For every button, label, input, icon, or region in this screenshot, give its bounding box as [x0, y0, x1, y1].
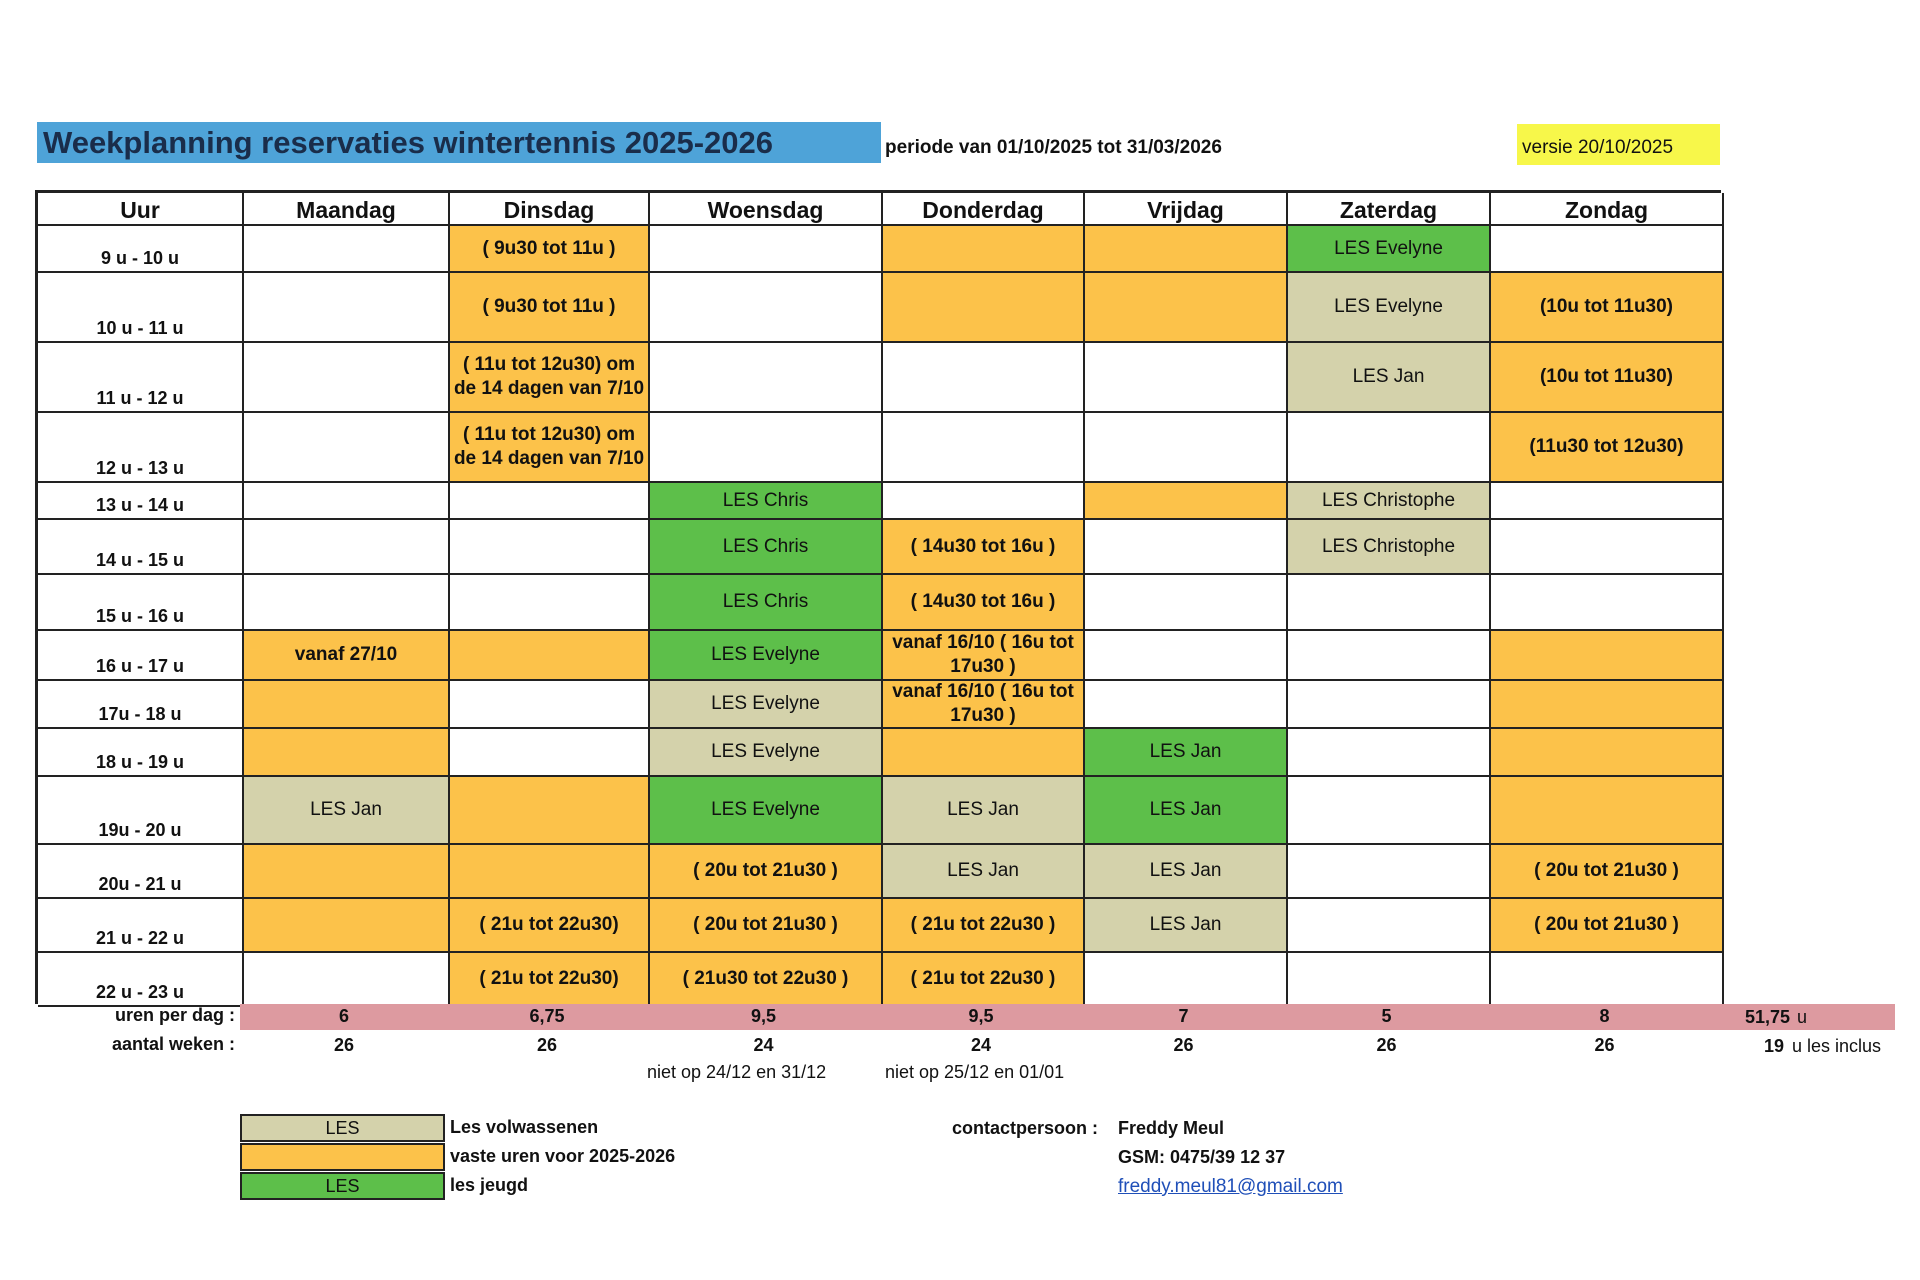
schedule-cell — [1491, 483, 1724, 520]
schedule-cell — [1085, 413, 1288, 483]
legend-swatch — [240, 1143, 445, 1171]
schedule-cell — [883, 729, 1085, 777]
hours-total: 51,75 — [1744, 1007, 1790, 1027]
schedule-cell — [650, 413, 883, 483]
weeks-value: 26 — [1376, 1035, 1397, 1055]
schedule-cell — [450, 483, 650, 520]
schedule-cell — [1491, 226, 1724, 273]
schedule-cell — [883, 413, 1085, 483]
weeks-value: 26 — [536, 1035, 558, 1055]
hours-per-day-value: 9,5 — [750, 1006, 777, 1026]
schedule-cell: LES Evelyne — [1288, 226, 1491, 273]
weeks-label: aantal weken : — [111, 1034, 235, 1054]
hours-per-day-label: uren per dag : — [114, 1005, 235, 1025]
schedule-cell — [244, 520, 450, 575]
schedule-cell: LES Jan — [1085, 899, 1288, 953]
contact-name: Freddy Meul — [1118, 1118, 1225, 1138]
schedule-cell — [450, 520, 650, 575]
schedule-cell: LES Jan — [1085, 845, 1288, 899]
note-wednesday: niet op 24/12 en 31/12 — [647, 1062, 827, 1082]
schedule-table — [35, 190, 1721, 1004]
hour-label: 21 u - 22 u — [38, 899, 244, 953]
schedule-cell: ( 21u tot 22u30 ) — [883, 953, 1085, 1007]
schedule-cell — [450, 575, 650, 631]
column-header: Zondag — [1491, 193, 1724, 226]
hour-label: 18 u - 19 u — [38, 729, 244, 777]
schedule-cell — [883, 273, 1085, 343]
schedule-cell — [883, 226, 1085, 273]
schedule-cell — [244, 343, 450, 413]
schedule-cell — [1288, 413, 1491, 483]
schedule-cell: LES Jan — [883, 777, 1085, 845]
schedule-cell — [1085, 631, 1288, 681]
schedule-cell: ( 14u30 tot 16u ) — [883, 575, 1085, 631]
schedule-cell: ( 9u30 tot 11u ) — [450, 273, 650, 343]
schedule-cell: LES Jan — [1288, 343, 1491, 413]
hour-label: 11 u - 12 u — [38, 343, 244, 413]
weeks-value: 24 — [970, 1035, 992, 1055]
hour-label: 20u - 21 u — [38, 845, 244, 899]
legend-label: Les volwassenen — [450, 1117, 599, 1137]
hours-per-day-value: 6,75 — [529, 1006, 565, 1026]
schedule-cell — [1085, 273, 1288, 343]
hour-label: 16 u - 17 u — [38, 631, 244, 681]
column-header: Zaterdag — [1288, 193, 1491, 226]
hours-per-day-value: 7 — [1178, 1006, 1189, 1026]
schedule-cell: LES Evelyne — [650, 631, 883, 681]
schedule-cell — [1491, 777, 1724, 845]
schedule-cell — [883, 483, 1085, 520]
schedule-cell — [1491, 631, 1724, 681]
schedule-cell — [1491, 575, 1724, 631]
schedule-cell: LES Christophe — [1288, 520, 1491, 575]
schedule-cell: LES Chris — [650, 520, 883, 575]
schedule-cell: ( 21u tot 22u30 ) — [883, 899, 1085, 953]
legend-label: vaste uren voor 2025-2026 — [450, 1146, 676, 1166]
weeks-value: 26 — [333, 1035, 355, 1055]
hours-per-day-value: 6 — [338, 1006, 349, 1026]
contact-email-link[interactable]: freddy.meul81@gmail.com — [1118, 1176, 1343, 1197]
contact-label: contactpersoon : — [952, 1118, 1099, 1138]
schedule-cell: vanaf 27/10 — [244, 631, 450, 681]
hour-label: 9 u - 10 u — [38, 226, 244, 273]
schedule-cell — [650, 273, 883, 343]
column-header: Woensdag — [650, 193, 883, 226]
schedule-cell: ( 21u30 tot 22u30 ) — [650, 953, 883, 1007]
column-header: Donderdag — [883, 193, 1085, 226]
schedule-cell: LES Evelyne — [650, 777, 883, 845]
version-badge: versie 20/10/2025 — [1517, 124, 1720, 165]
schedule-cell: LES Chris — [650, 483, 883, 520]
weeks-value: 26 — [1173, 1035, 1194, 1055]
weeks-value: 26 — [1594, 1035, 1615, 1055]
schedule-cell: ( 20u tot 21u30 ) — [650, 845, 883, 899]
schedule-cell: ( 14u30 tot 16u ) — [883, 520, 1085, 575]
lessons-total: 19 — [1763, 1036, 1784, 1056]
column-header: Vrijdag — [1085, 193, 1288, 226]
schedule-cell: LES Evelyne — [650, 681, 883, 729]
schedule-cell — [1288, 575, 1491, 631]
schedule-cell — [244, 681, 450, 729]
legend-swatch: LES — [240, 1172, 445, 1200]
hour-label: 15 u - 16 u — [38, 575, 244, 631]
contact-phone: GSM: 0475/39 12 37 — [1118, 1147, 1286, 1167]
schedule-cell — [244, 899, 450, 953]
schedule-cell: ( 20u tot 21u30 ) — [650, 899, 883, 953]
schedule-cell — [1085, 520, 1288, 575]
schedule-cell — [450, 777, 650, 845]
schedule-cell: LES Evelyne — [1288, 273, 1491, 343]
hour-label: 17u - 18 u — [38, 681, 244, 729]
schedule-cell: (10u tot 11u30) — [1491, 343, 1724, 413]
page-title: Weekplanning reservaties wintertennis 2025-2026 — [37, 122, 881, 163]
schedule-cell — [1491, 681, 1724, 729]
hours-per-day-value: 8 — [1599, 1006, 1610, 1026]
column-header: Maandag — [244, 193, 450, 226]
schedule-cell — [244, 845, 450, 899]
schedule-cell — [1085, 681, 1288, 729]
hour-label: 22 u - 23 u — [38, 953, 244, 1007]
schedule-cell: LES Jan — [883, 845, 1085, 899]
schedule-cell — [883, 343, 1085, 413]
column-header: Dinsdag — [450, 193, 650, 226]
schedule-cell: ( 11u tot 12u30) om de 14 dagen van 7/10 — [450, 413, 650, 483]
hour-label: 14 u - 15 u — [38, 520, 244, 575]
period-text: periode van 01/10/2025 tot 31/03/2026 — [885, 137, 1222, 158]
legend-label: les jeugd — [450, 1175, 529, 1195]
schedule-cell — [1085, 575, 1288, 631]
schedule-cell — [244, 483, 450, 520]
hours-unit: u — [1797, 1007, 1808, 1027]
schedule-cell — [450, 631, 650, 681]
schedule-cell: LES Jan — [244, 777, 450, 845]
note-thursday: niet op 25/12 en 01/01 — [885, 1062, 1065, 1082]
schedule-cell: vanaf 16/10 ( 16u tot 17u30 ) — [883, 681, 1085, 729]
lessons-unit: u les inclus — [1792, 1036, 1882, 1056]
schedule-cell — [450, 681, 650, 729]
column-header: Uur — [38, 193, 244, 226]
schedule-cell — [450, 845, 650, 899]
schedule-cell — [244, 226, 450, 273]
schedule-cell — [1288, 845, 1491, 899]
hour-label: 12 u - 13 u — [38, 413, 244, 483]
schedule-cell — [1288, 953, 1491, 1007]
schedule-cell — [1491, 953, 1724, 1007]
schedule-cell — [1085, 226, 1288, 273]
schedule-cell — [1288, 681, 1491, 729]
schedule-cell: ( 20u tot 21u30 ) — [1491, 845, 1724, 899]
schedule-cell: LES Evelyne — [650, 729, 883, 777]
hour-label: 19u - 20 u — [38, 777, 244, 845]
legend-swatch: LES — [240, 1114, 445, 1142]
schedule-cell — [1085, 483, 1288, 520]
schedule-cell: ( 11u tot 12u30) om de 14 dagen van 7/10 — [450, 343, 650, 413]
schedule-cell — [244, 575, 450, 631]
schedule-cell — [244, 413, 450, 483]
schedule-cell — [244, 273, 450, 343]
schedule-cell — [1085, 343, 1288, 413]
schedule-cell: (10u tot 11u30) — [1491, 273, 1724, 343]
schedule-cell — [650, 343, 883, 413]
schedule-cell: vanaf 16/10 ( 16u tot 17u30 ) — [883, 631, 1085, 681]
hour-label: 10 u - 11 u — [38, 273, 244, 343]
schedule-cell — [1085, 953, 1288, 1007]
schedule-cell — [1288, 899, 1491, 953]
schedule-cell: ( 20u tot 21u30 ) — [1491, 899, 1724, 953]
schedule-cell — [1288, 631, 1491, 681]
weeks-value: 24 — [753, 1035, 774, 1055]
schedule-cell — [1491, 729, 1724, 777]
schedule-cell — [450, 729, 650, 777]
schedule-cell: LES Jan — [1085, 729, 1288, 777]
schedule-cell — [1491, 520, 1724, 575]
schedule-cell — [650, 226, 883, 273]
schedule-cell: ( 21u tot 22u30) — [450, 953, 650, 1007]
schedule-cell — [244, 729, 450, 777]
schedule-cell — [1288, 777, 1491, 845]
schedule-cell: ( 21u tot 22u30) — [450, 899, 650, 953]
hours-per-day-value: 5 — [1381, 1006, 1392, 1026]
schedule-cell: ( 9u30 tot 11u ) — [450, 226, 650, 273]
schedule-cell: (11u30 tot 12u30) — [1491, 413, 1724, 483]
schedule-cell: LES Chris — [650, 575, 883, 631]
schedule-cell — [244, 953, 450, 1007]
schedule-cell — [1288, 729, 1491, 777]
schedule-cell: LES Jan — [1085, 777, 1288, 845]
hours-per-day-value: 9,5 — [968, 1006, 994, 1026]
hour-label: 13 u - 14 u — [38, 483, 244, 520]
schedule-cell: LES Christophe — [1288, 483, 1491, 520]
